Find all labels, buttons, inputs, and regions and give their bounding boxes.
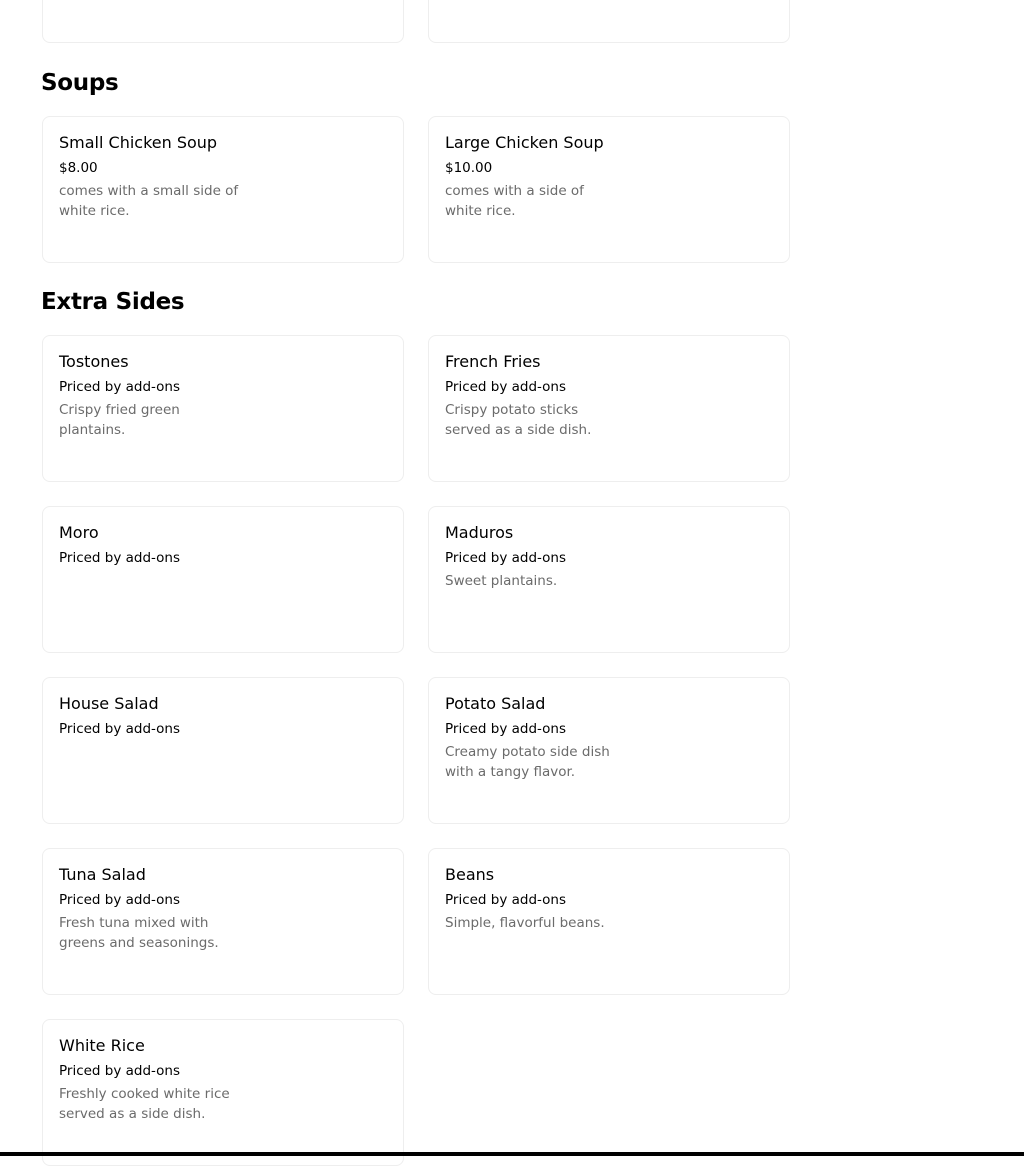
menu-item-price: Priced by add-ons: [59, 721, 181, 737]
section-title-soups: Soups: [41, 70, 119, 96]
menu-item-price: Priced by add-ons: [59, 379, 181, 395]
menu-item-card-small-chicken-soup[interactable]: [42, 116, 404, 263]
menu-item-price: Priced by add-ons: [445, 550, 567, 566]
menu-item-price: $10.00: [445, 160, 493, 176]
section-title-extra-sides: Extra Sides: [41, 289, 185, 315]
menu-item-card-partial[interactable]: [42, 0, 404, 43]
menu-item-description: Creamy potato side dish with a tangy flavor.: [445, 744, 610, 780]
menu-item-name: Large Chicken Soup: [445, 133, 604, 152]
menu-item-name: Potato Salad: [445, 694, 546, 713]
menu-item-card-large-chicken-soup[interactable]: [428, 116, 790, 263]
menu-item-card-tuna-salad[interactable]: [42, 848, 404, 995]
menu-item-name: White Rice: [59, 1036, 145, 1055]
menu-item-price: Priced by add-ons: [445, 892, 567, 908]
menu-item-description: Freshly cooked white rice served as a side dish.: [59, 1086, 230, 1122]
menu-item-description: Crispy fried green plantains.: [59, 402, 180, 438]
menu-item-price: Priced by add-ons: [59, 1063, 181, 1079]
menu-item-name: Tuna Salad: [59, 865, 146, 884]
menu-item-price: Priced by add-ons: [59, 892, 181, 908]
menu-item-description: comes with a side of white rice.: [445, 183, 584, 219]
menu-item-price: Priced by add-ons: [445, 721, 567, 737]
menu-item-name: House Salad: [59, 694, 159, 713]
menu-item-card-white-rice[interactable]: [42, 1019, 404, 1166]
menu-item-description: Crispy potato sticks served as a side dish.: [445, 402, 592, 438]
menu-item-price: Priced by add-ons: [445, 379, 567, 395]
menu-item-card-french-fries[interactable]: [428, 335, 790, 482]
menu-item-name: Maduros: [445, 523, 514, 542]
menu-item-card-potato-salad[interactable]: [428, 677, 790, 824]
menu-item-name: Small Chicken Soup: [59, 133, 218, 152]
menu-item-price: Priced by add-ons: [59, 550, 181, 566]
menu-item-card-moro[interactable]: [42, 506, 404, 653]
menu-item-card-tostones[interactable]: [42, 335, 404, 482]
menu-item-description: Simple, flavorful beans.: [445, 915, 605, 931]
menu-item-name: French Fries: [445, 352, 541, 371]
menu-item-name: Moro: [59, 523, 99, 542]
menu-item-description: Sweet plantains.: [445, 573, 558, 589]
menu-item-card-maduros[interactable]: [428, 506, 790, 653]
menu-item-description: Fresh tuna mixed with greens and seasonings.: [59, 915, 219, 951]
menu-item-name: Tostones: [59, 352, 129, 371]
menu-item-card-house-salad[interactable]: [42, 677, 404, 824]
menu-item-price: $8.00: [59, 160, 98, 176]
menu-item-card-beans[interactable]: [428, 848, 790, 995]
bottom-edge-bar: [0, 1152, 1024, 1156]
menu-item-description: comes with a small side of white rice.: [59, 183, 239, 219]
menu-item-card-partial[interactable]: [428, 0, 790, 43]
menu-item-name: Beans: [445, 865, 495, 884]
